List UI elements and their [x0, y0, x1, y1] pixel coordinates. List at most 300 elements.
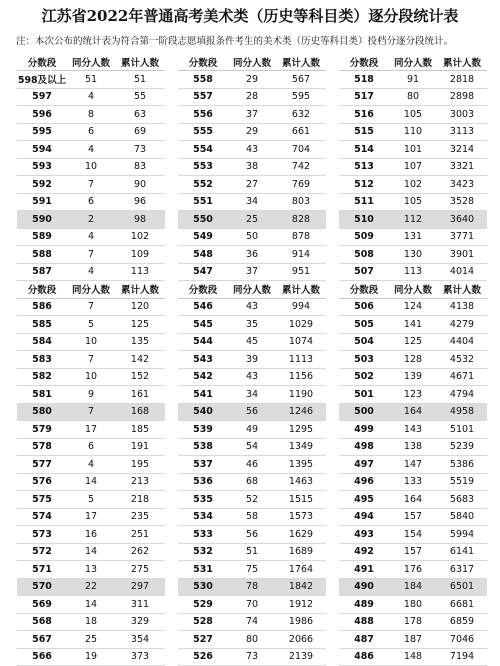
- table-row: [339, 473, 487, 491]
- cumulative-cell: 4958: [437, 403, 487, 421]
- table-row: [339, 123, 487, 141]
- cumulative-cell: 125: [115, 316, 165, 334]
- table-row: [17, 613, 165, 631]
- score-cell: 533: [178, 526, 228, 544]
- table-row: [178, 508, 326, 526]
- score-header: 分数段: [339, 281, 389, 299]
- count-cell: 91: [389, 71, 437, 89]
- cumulative-cell: 7194: [437, 648, 487, 666]
- table-row: [17, 648, 165, 666]
- score-header: 分数段: [17, 281, 67, 299]
- cumulative-cell: 213: [115, 473, 165, 491]
- count-header: 同分人数: [67, 281, 115, 299]
- count-cell: 112: [389, 211, 437, 229]
- table-row: [339, 613, 487, 631]
- cumulative-cell: 3771: [437, 228, 487, 246]
- cumulative-cell: 914: [276, 246, 326, 264]
- count-cell: 7: [67, 176, 115, 194]
- cumulative-cell: 3003: [437, 106, 487, 124]
- count-cell: 38: [228, 158, 276, 176]
- count-cell: 80: [228, 631, 276, 649]
- cumulative-cell: 1986: [276, 613, 326, 631]
- cumulative-cell: 5683: [437, 491, 487, 509]
- count-cell: 102: [389, 176, 437, 194]
- cumulative-header: 累计人数: [437, 281, 487, 299]
- count-cell: 4: [67, 263, 115, 281]
- table-row: [17, 106, 165, 124]
- score-cell: 504: [339, 333, 389, 351]
- table-row: [17, 578, 165, 596]
- table-row: [178, 648, 326, 666]
- table-row: [17, 631, 165, 649]
- count-cell: 105: [389, 106, 437, 124]
- score-cell: 514: [339, 141, 389, 159]
- count-cell: 18: [67, 613, 115, 631]
- cumulative-cell: 742: [276, 158, 326, 176]
- table-row: [339, 158, 487, 176]
- score-cell: 594: [17, 141, 67, 159]
- score-cell: 593: [17, 158, 67, 176]
- score-cell: 569: [17, 596, 67, 614]
- score-table-1: [17, 53, 165, 666]
- score-cell: 501: [339, 386, 389, 404]
- score-cell: 509: [339, 228, 389, 246]
- score-cell: 506: [339, 298, 389, 316]
- count-header: 同分人数: [67, 53, 115, 71]
- score-cell: 512: [339, 176, 389, 194]
- cumulative-cell: 113: [115, 263, 165, 281]
- score-cell: 582: [17, 368, 67, 386]
- score-cell: 557: [178, 88, 228, 106]
- cumulative-cell: 311: [115, 596, 165, 614]
- table-row: [178, 368, 326, 386]
- cumulative-cell: 1295: [276, 421, 326, 439]
- count-cell: 43: [228, 368, 276, 386]
- cumulative-cell: 7046: [437, 631, 487, 649]
- cumulative-cell: 98: [115, 211, 165, 229]
- score-cell: 491: [339, 561, 389, 579]
- table-row: [17, 421, 165, 439]
- table-row: [178, 263, 326, 281]
- count-cell: 113: [389, 263, 437, 281]
- count-cell: 141: [389, 316, 437, 334]
- cumulative-cell: 951: [276, 263, 326, 281]
- score-cell: 554: [178, 141, 228, 159]
- table-row: [178, 316, 326, 334]
- cumulative-cell: 329: [115, 613, 165, 631]
- score-cell: 577: [17, 456, 67, 474]
- count-cell: 29: [228, 71, 276, 89]
- score-cell: 575: [17, 491, 67, 509]
- count-cell: 138: [389, 438, 437, 456]
- score-cell: 508: [339, 246, 389, 264]
- score-cell: 487: [339, 631, 389, 649]
- count-cell: 4: [67, 141, 115, 159]
- table-row: [339, 421, 487, 439]
- cumulative-cell: 161: [115, 386, 165, 404]
- cumulative-cell: 73: [115, 141, 165, 159]
- score-cell: 495: [339, 491, 389, 509]
- count-header: 同分人数: [389, 281, 437, 299]
- score-cell: 530: [178, 578, 228, 596]
- count-cell: 49: [228, 421, 276, 439]
- cumulative-cell: 6859: [437, 613, 487, 631]
- count-cell: 70: [228, 596, 276, 614]
- score-cell: 503: [339, 351, 389, 369]
- table-row: [17, 176, 165, 194]
- cumulative-cell: 1349: [276, 438, 326, 456]
- cumulative-cell: 1689: [276, 543, 326, 561]
- count-cell: 43: [228, 141, 276, 159]
- table-row: [178, 438, 326, 456]
- cumulative-cell: 185: [115, 421, 165, 439]
- table-row: [17, 263, 165, 281]
- score-cell: 511: [339, 193, 389, 211]
- score-cell: 553: [178, 158, 228, 176]
- count-cell: 10: [67, 368, 115, 386]
- cumulative-cell: 1246: [276, 403, 326, 421]
- count-cell: 51: [67, 71, 115, 89]
- score-cell: 494: [339, 508, 389, 526]
- count-cell: 14: [67, 543, 115, 561]
- table-subheader-row: [17, 281, 165, 299]
- count-cell: 6: [67, 123, 115, 141]
- table-row: [339, 403, 487, 421]
- cumulative-cell: 828: [276, 211, 326, 229]
- score-cell: 505: [339, 316, 389, 334]
- table-row: [17, 491, 165, 509]
- table-row: [17, 316, 165, 334]
- cumulative-cell: 4138: [437, 298, 487, 316]
- cumulative-cell: 251: [115, 526, 165, 544]
- cumulative-cell: 3528: [437, 193, 487, 211]
- score-cell: 549: [178, 228, 228, 246]
- score-cell: 587: [17, 263, 67, 281]
- count-cell: 27: [228, 176, 276, 194]
- score-header: 分数段: [339, 53, 389, 71]
- score-cell: 513: [339, 158, 389, 176]
- count-cell: 25: [67, 631, 115, 649]
- score-cell: 591: [17, 193, 67, 211]
- table-row: [17, 193, 165, 211]
- score-cell: 556: [178, 106, 228, 124]
- cumulative-cell: 632: [276, 106, 326, 124]
- cumulative-cell: 109: [115, 246, 165, 264]
- count-header: 同分人数: [389, 53, 437, 71]
- table-row: [17, 298, 165, 316]
- cumulative-cell: 3214: [437, 141, 487, 159]
- score-cell: 536: [178, 473, 228, 491]
- cumulative-cell: 191: [115, 438, 165, 456]
- cumulative-cell: 6501: [437, 578, 487, 596]
- cumulative-cell: 1573: [276, 508, 326, 526]
- score-cell: 567: [17, 631, 67, 649]
- table-row: [17, 438, 165, 456]
- cumulative-header: 累计人数: [276, 281, 326, 299]
- table-row: [178, 561, 326, 579]
- table-row: [339, 438, 487, 456]
- cumulative-cell: 769: [276, 176, 326, 194]
- page-title: 江苏省2022年普通高考美术类（历史等科目类）逐分段统计表: [41, 7, 459, 25]
- score-cell: 529: [178, 596, 228, 614]
- score-cell: 510: [339, 211, 389, 229]
- cumulative-cell: 1190: [276, 386, 326, 404]
- cumulative-cell: 63: [115, 106, 165, 124]
- score-cell: 515: [339, 123, 389, 141]
- cumulative-cell: 1842: [276, 578, 326, 596]
- tables-container: [17, 53, 487, 663]
- count-cell: 58: [228, 508, 276, 526]
- score-cell: 566: [17, 648, 67, 666]
- table-row: [178, 631, 326, 649]
- table-row: [178, 526, 326, 544]
- note-text: 注：本次公布的统计表为符合第一阶段志愿填报条件考生的美术类（历史等科目类）投档分逐分段统计。: [16, 36, 454, 47]
- count-cell: 73: [228, 648, 276, 666]
- score-cell: 573: [17, 526, 67, 544]
- count-cell: 148: [389, 648, 437, 666]
- count-cell: 16: [67, 526, 115, 544]
- cumulative-cell: 218: [115, 491, 165, 509]
- count-cell: 6: [67, 193, 115, 211]
- score-cell: 547: [178, 263, 228, 281]
- cumulative-cell: 152: [115, 368, 165, 386]
- count-cell: 54: [228, 438, 276, 456]
- table-row: [339, 333, 487, 351]
- count-cell: 7: [67, 351, 115, 369]
- cumulative-cell: 2818: [437, 71, 487, 89]
- score-cell: 486: [339, 648, 389, 666]
- count-cell: 37: [228, 263, 276, 281]
- score-cell: 595: [17, 123, 67, 141]
- table-row: [339, 263, 487, 281]
- score-cell: 578: [17, 438, 67, 456]
- score-cell: 534: [178, 508, 228, 526]
- cumulative-cell: 994: [276, 298, 326, 316]
- table-row: [178, 473, 326, 491]
- cumulative-cell: 4279: [437, 316, 487, 334]
- cumulative-cell: 1912: [276, 596, 326, 614]
- cumulative-cell: 2898: [437, 88, 487, 106]
- table-subheader-row: [178, 281, 326, 299]
- count-cell: 176: [389, 561, 437, 579]
- count-cell: 43: [228, 298, 276, 316]
- count-cell: 17: [67, 508, 115, 526]
- cumulative-header: 累计人数: [115, 53, 165, 71]
- count-cell: 5: [67, 491, 115, 509]
- count-cell: 50: [228, 228, 276, 246]
- score-cell: 543: [178, 351, 228, 369]
- table-row: [17, 246, 165, 264]
- cumulative-cell: 55: [115, 88, 165, 106]
- score-cell: 583: [17, 351, 67, 369]
- score-cell: 570: [17, 578, 67, 596]
- table-row: [17, 211, 165, 229]
- score-cell: 581: [17, 386, 67, 404]
- count-cell: 123: [389, 386, 437, 404]
- cumulative-header: 累计人数: [115, 281, 165, 299]
- score-cell: 590: [17, 211, 67, 229]
- cumulative-cell: 567: [276, 71, 326, 89]
- score-cell: 539: [178, 421, 228, 439]
- cumulative-cell: 235: [115, 508, 165, 526]
- cumulative-cell: 6681: [437, 596, 487, 614]
- table-row: [17, 158, 165, 176]
- count-header: 同分人数: [228, 53, 276, 71]
- count-cell: 78: [228, 578, 276, 596]
- count-cell: 128: [389, 351, 437, 369]
- count-cell: 5: [67, 316, 115, 334]
- table-header-row: [178, 53, 326, 71]
- table-row: [339, 298, 487, 316]
- cumulative-cell: 3321: [437, 158, 487, 176]
- count-cell: 25: [228, 211, 276, 229]
- count-cell: 46: [228, 456, 276, 474]
- table-row: [339, 543, 487, 561]
- table-row: [178, 228, 326, 246]
- cumulative-cell: 69: [115, 123, 165, 141]
- table-row: [17, 596, 165, 614]
- count-cell: 4: [67, 88, 115, 106]
- cumulative-cell: 1029: [276, 316, 326, 334]
- count-cell: 180: [389, 596, 437, 614]
- table-row: [339, 456, 487, 474]
- table-row: [339, 316, 487, 334]
- cumulative-cell: 6317: [437, 561, 487, 579]
- count-cell: 19: [67, 648, 115, 666]
- count-cell: 7: [67, 298, 115, 316]
- cumulative-cell: 5239: [437, 438, 487, 456]
- cumulative-cell: 3113: [437, 123, 487, 141]
- table-row: [339, 578, 487, 596]
- table-row: [339, 526, 487, 544]
- score-cell: 528: [178, 613, 228, 631]
- cumulative-cell: 5101: [437, 421, 487, 439]
- cumulative-cell: 83: [115, 158, 165, 176]
- count-cell: 14: [67, 596, 115, 614]
- score-cell: 541: [178, 386, 228, 404]
- cumulative-header: 累计人数: [276, 53, 326, 71]
- count-cell: 2: [67, 211, 115, 229]
- count-cell: 4: [67, 456, 115, 474]
- count-cell: 107: [389, 158, 437, 176]
- cumulative-cell: 1515: [276, 491, 326, 509]
- count-cell: 56: [228, 526, 276, 544]
- count-cell: 52: [228, 491, 276, 509]
- cumulative-cell: 51: [115, 71, 165, 89]
- table-row: [178, 578, 326, 596]
- score-cell: 527: [178, 631, 228, 649]
- count-cell: 133: [389, 473, 437, 491]
- count-cell: 143: [389, 421, 437, 439]
- score-cell: 555: [178, 123, 228, 141]
- table-row: [17, 526, 165, 544]
- score-cell: 576: [17, 473, 67, 491]
- score-cell: 572: [17, 543, 67, 561]
- table-row: [17, 368, 165, 386]
- cumulative-cell: 4532: [437, 351, 487, 369]
- cumulative-cell: 2139: [276, 648, 326, 666]
- score-cell: 518: [339, 71, 389, 89]
- count-cell: 29: [228, 123, 276, 141]
- score-cell: 546: [178, 298, 228, 316]
- table-row: [339, 141, 487, 159]
- table-row: [339, 561, 487, 579]
- count-cell: 13: [67, 561, 115, 579]
- count-cell: 37: [228, 106, 276, 124]
- table-row: [17, 141, 165, 159]
- count-cell: 124: [389, 298, 437, 316]
- count-cell: 68: [228, 473, 276, 491]
- score-cell: 550: [178, 211, 228, 229]
- score-cell: 542: [178, 368, 228, 386]
- score-cell: 500: [339, 403, 389, 421]
- count-cell: 7: [67, 403, 115, 421]
- score-cell: 490: [339, 578, 389, 596]
- cumulative-cell: 2066: [276, 631, 326, 649]
- score-cell: 580: [17, 403, 67, 421]
- count-cell: 10: [67, 158, 115, 176]
- score-cell: 492: [339, 543, 389, 561]
- count-cell: 35: [228, 316, 276, 334]
- score-cell: 493: [339, 526, 389, 544]
- score-cell: 574: [17, 508, 67, 526]
- table-row: [339, 491, 487, 509]
- count-cell: 36: [228, 246, 276, 264]
- score-cell: 537: [178, 456, 228, 474]
- cumulative-cell: 3901: [437, 246, 487, 264]
- table-row: [178, 491, 326, 509]
- table-row: [17, 543, 165, 561]
- score-cell: 568: [17, 613, 67, 631]
- table-row: [17, 403, 165, 421]
- table-row: [339, 351, 487, 369]
- table-subheader-row: [339, 281, 487, 299]
- cumulative-cell: 803: [276, 193, 326, 211]
- cumulative-cell: 102: [115, 228, 165, 246]
- count-cell: 101: [389, 141, 437, 159]
- count-cell: 130: [389, 246, 437, 264]
- table-row: [339, 176, 487, 194]
- cumulative-cell: 120: [115, 298, 165, 316]
- score-cell: 597: [17, 88, 67, 106]
- table-row: [178, 211, 326, 229]
- score-cell: 540: [178, 403, 228, 421]
- table-row: [339, 246, 487, 264]
- score-cell: 545: [178, 316, 228, 334]
- table-row: [178, 88, 326, 106]
- cumulative-cell: 4671: [437, 368, 487, 386]
- count-cell: 187: [389, 631, 437, 649]
- cumulative-cell: 1156: [276, 368, 326, 386]
- cumulative-cell: 5994: [437, 526, 487, 544]
- table-row: [178, 298, 326, 316]
- table-row: [17, 351, 165, 369]
- table-row: [178, 613, 326, 631]
- cumulative-cell: 1113: [276, 351, 326, 369]
- score-cell: 497: [339, 456, 389, 474]
- table-row: [178, 71, 326, 89]
- count-cell: 125: [389, 333, 437, 351]
- cumulative-cell: 704: [276, 141, 326, 159]
- score-cell: 532: [178, 543, 228, 561]
- cumulative-cell: 6141: [437, 543, 487, 561]
- table-row: [178, 403, 326, 421]
- score-cell: 496: [339, 473, 389, 491]
- score-cell: 498: [339, 438, 389, 456]
- count-cell: 22: [67, 578, 115, 596]
- cumulative-cell: 4404: [437, 333, 487, 351]
- table-row: [339, 631, 487, 649]
